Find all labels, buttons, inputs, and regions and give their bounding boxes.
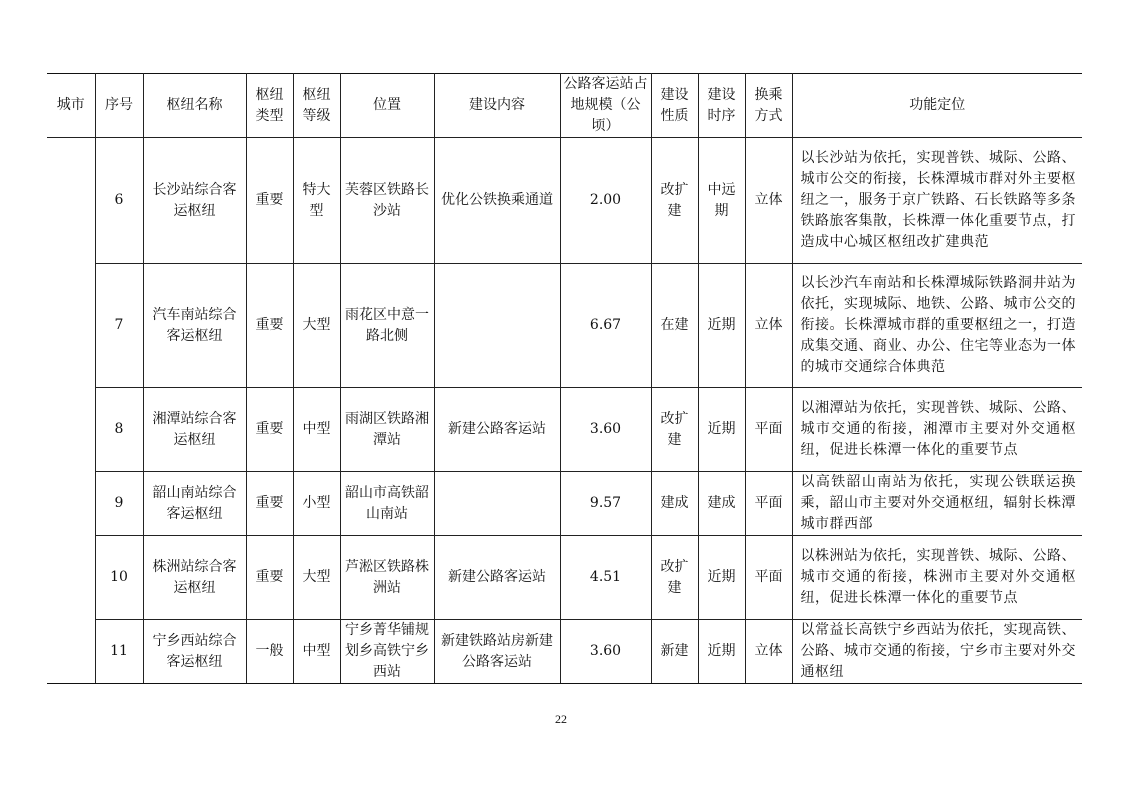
seq-cell: 8: [95, 388, 143, 472]
table-row: [47, 388, 1082, 472]
transfer-cell: 平面: [745, 472, 792, 536]
header-nature: 建设性质: [651, 74, 698, 138]
nature-cell: 建成: [651, 472, 698, 536]
timing-cell: 近期: [698, 264, 745, 388]
name-cell: 湘潭站综合客运枢纽: [143, 388, 246, 472]
function-cell: 以高铁韶山南站为依托，实现公铁联运换乘，韶山市主要对外交通枢纽，辐射长株潭城市群西部: [792, 472, 1082, 536]
area-cell: 6.67: [560, 264, 651, 388]
grade-cell: 大型: [293, 536, 340, 620]
table-row: [47, 264, 1082, 388]
header-content: 建设内容: [434, 74, 560, 138]
transfer-cell: 平面: [745, 536, 792, 620]
header-city: 城市: [47, 74, 95, 138]
location-cell: 雨花区中意一路北侧: [340, 264, 434, 388]
area-cell: 2.00: [560, 138, 651, 264]
header-location: 位置: [340, 74, 434, 138]
seq-cell: 9: [95, 472, 143, 536]
type-cell: 重要: [246, 388, 293, 472]
transfer-cell: 平面: [745, 388, 792, 472]
seq-cell: 10: [95, 536, 143, 620]
header-name: 枢纽名称: [143, 74, 246, 138]
nature-cell: 在建: [651, 264, 698, 388]
table-row: [47, 536, 1082, 620]
location-cell: 宁乡菁华铺规划乡高铁宁乡西站: [340, 620, 434, 684]
nature-cell: 新建: [651, 620, 698, 684]
nature-cell: 改扩建: [651, 536, 698, 620]
name-cell: 长沙站综合客运枢纽: [143, 138, 246, 264]
hub-table: [47, 73, 1082, 684]
function-cell: 以湘潭站为依托，实现普铁、城际、公路、城市交通的衔接，湘潭市主要对外交通枢纽，促进长株潭一体化的重要节点: [792, 388, 1082, 472]
function-cell: 以株洲站为依托，实现普铁、城际、公路、城市交通的衔接，株洲市主要对外交通枢纽，促进长株潭一体化的重要节点: [792, 536, 1082, 620]
grade-cell: 小型: [293, 472, 340, 536]
area-cell: 3.60: [560, 388, 651, 472]
header-grade: 枢纽等级: [293, 74, 340, 138]
seq-cell: 6: [95, 138, 143, 264]
content-cell: 新建铁路站房新建公路客运站: [434, 620, 560, 684]
function-cell: 以长沙站为依托，实现普铁、城际、公路、城市公交的衔接，长株潭城市群对外主要枢纽之一，服务于京广铁路、石长铁路等多条铁路旅客集散，长株潭一体化重要节点，打造成中心城区枢纽改扩建典范: [792, 138, 1082, 264]
type-cell: 一般: [246, 620, 293, 684]
table-row: [47, 138, 1082, 264]
table-header-row: [47, 74, 1082, 138]
seq-cell: 7: [95, 264, 143, 388]
name-cell: 宁乡西站综合客运枢纽: [143, 620, 246, 684]
nature-cell: 改扩建: [651, 388, 698, 472]
location-cell: 雨湖区铁路湘潭站: [340, 388, 434, 472]
table-row: [47, 472, 1082, 536]
city-cell: [47, 138, 95, 684]
seq-cell: 11: [95, 620, 143, 684]
location-cell: 芦淞区铁路株洲站: [340, 536, 434, 620]
header-timing: 建设时序: [698, 74, 745, 138]
transfer-cell: 立体: [745, 264, 792, 388]
table-row: [47, 620, 1082, 684]
area-cell: 9.57: [560, 472, 651, 536]
header-transfer: 换乘方式: [745, 74, 792, 138]
header-area: 公路客运站占地规模（公顷）: [560, 74, 651, 138]
type-cell: 重要: [246, 472, 293, 536]
nature-cell: 改扩建: [651, 138, 698, 264]
grade-cell: 特大型: [293, 138, 340, 264]
timing-cell: 近期: [698, 620, 745, 684]
type-cell: 重要: [246, 536, 293, 620]
location-cell: 韶山市高铁韶山南站: [340, 472, 434, 536]
content-cell: [434, 264, 560, 388]
name-cell: 韶山南站综合客运枢纽: [143, 472, 246, 536]
function-cell: 以常益长高铁宁乡西站为依托，实现高铁、公路、城市交通的衔接，宁乡市主要对外交通枢纽: [792, 620, 1082, 684]
timing-cell: 中远期: [698, 138, 745, 264]
timing-cell: 建成: [698, 472, 745, 536]
name-cell: 株洲站综合客运枢纽: [143, 536, 246, 620]
location-cell: 芙蓉区铁路长沙站: [340, 138, 434, 264]
timing-cell: 近期: [698, 388, 745, 472]
content-cell: 新建公路客运站: [434, 536, 560, 620]
type-cell: 重要: [246, 138, 293, 264]
area-cell: 3.60: [560, 620, 651, 684]
function-cell: 以长沙汽车南站和长株潭城际铁路洞井站为依托，实现城际、地铁、公路、城市公交的衔接。长株潭城市群的重要枢纽之一，打造成集交通、商业、办公、住宅等业态为一体的城市交通综合体典范: [792, 264, 1082, 388]
content-cell: [434, 472, 560, 536]
page-number: 22: [555, 712, 567, 726]
type-cell: 重要: [246, 264, 293, 388]
transfer-cell: 立体: [745, 620, 792, 684]
content-cell: 优化公铁换乘通道: [434, 138, 560, 264]
header-seq: 序号: [95, 74, 143, 138]
content-cell: 新建公路客运站: [434, 388, 560, 472]
header-type: 枢纽类型: [246, 74, 293, 138]
grade-cell: 大型: [293, 264, 340, 388]
grade-cell: 中型: [293, 620, 340, 684]
area-cell: 4.51: [560, 536, 651, 620]
grade-cell: 中型: [293, 388, 340, 472]
timing-cell: 近期: [698, 536, 745, 620]
transfer-cell: 立体: [745, 138, 792, 264]
name-cell: 汽车南站综合客运枢纽: [143, 264, 246, 388]
header-function: 功能定位: [792, 74, 1082, 138]
